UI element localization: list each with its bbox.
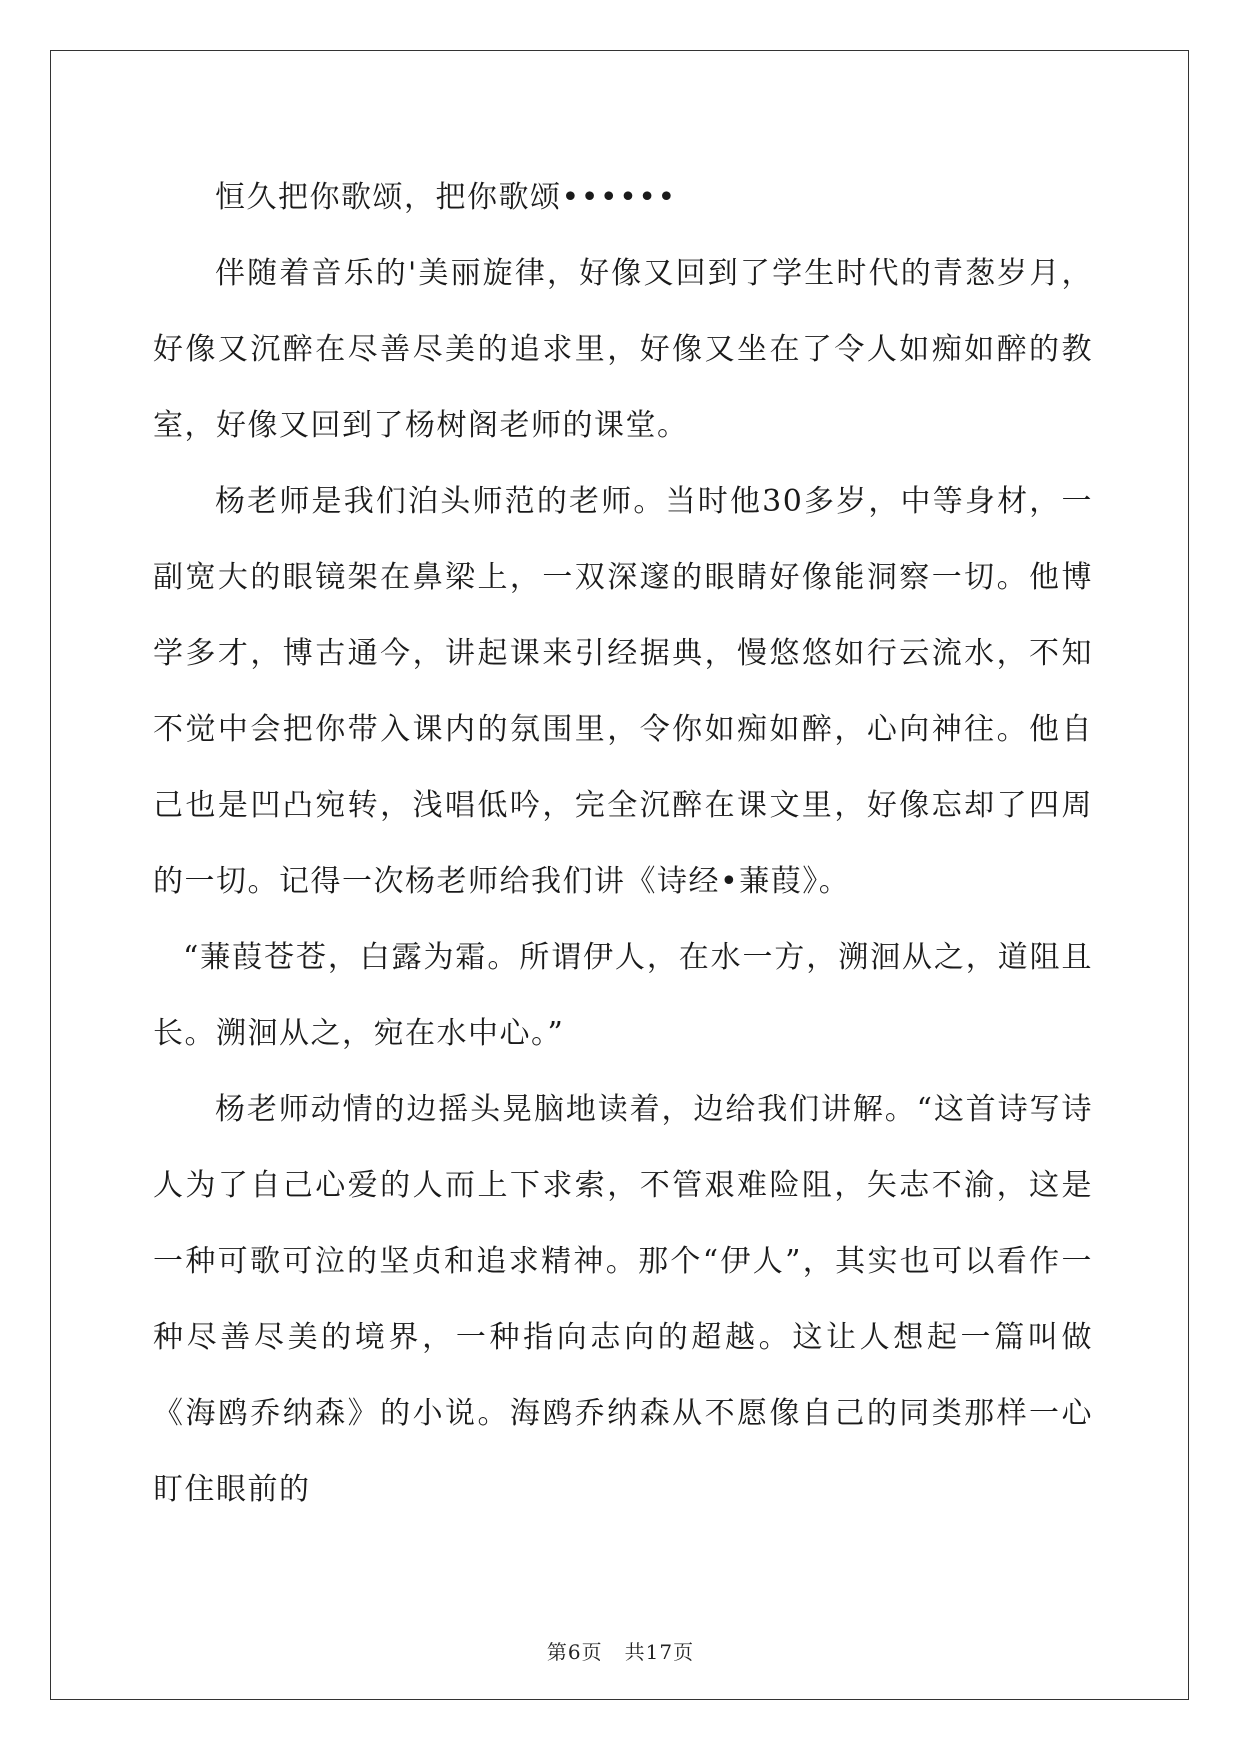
document-body [153, 160, 1093, 1528]
paragraph: 伴随着音乐的'美丽旋律，好像又回到了学生时代的青葱岁月，好像又沉醉在尽善尽美的追求里，好像又坐在了令人如痴如醉的教室，好像又回到了杨树阁老师的课堂。 [153, 256, 1093, 443]
paragraph: 杨老师是我们泊头师范的老师。当时他30多岁，中等身材，一副宽大的眼镜架在鼻梁上，一双深邃的眼睛好像能洞察一切。他博学多才，博古通今，讲起课来引经据典，慢悠悠如行云流水，不知不觉中会把你带入课内的氛围里，令你如痴如醉，心向神往。他自己也是凹凸宛转，浅唱低吟，完全沉醉在课文里，好像忘却了四周的一切。记得一次杨老师给我们讲《诗经•蒹葭》。 [153, 484, 1093, 899]
page-number: 第6页 [546, 1640, 603, 1664]
page-total: 共17页 [624, 1640, 695, 1664]
quote-paragraph: “蒹葭苍苍，白露为霜。所谓伊人，在水一方，溯洄从之，道阻且长。溯洄从之，宛在水中心。” [153, 940, 1093, 1051]
page-footer [0, 1636, 1241, 1665]
paragraph: 恒久把你歌颂，把你歌颂•••••• [215, 180, 677, 215]
paragraph: 杨老师动情的边摇头晃脑地读着，边给我们讲解。“这首诗写诗人为了自己心爱的人而上下求索，不管艰难险阻，矢志不渝，这是一种可歌可泣的坚贞和追求精神。那个“伊人”，其实也可以看作一种尽善尽美的境界，一种指向志向的超越。这让人想起一篇叫做《海鸥乔纳森》的小说。海鸥乔纳森从不愿像自己的同类那样一心盯住眼前的 [153, 1092, 1093, 1507]
